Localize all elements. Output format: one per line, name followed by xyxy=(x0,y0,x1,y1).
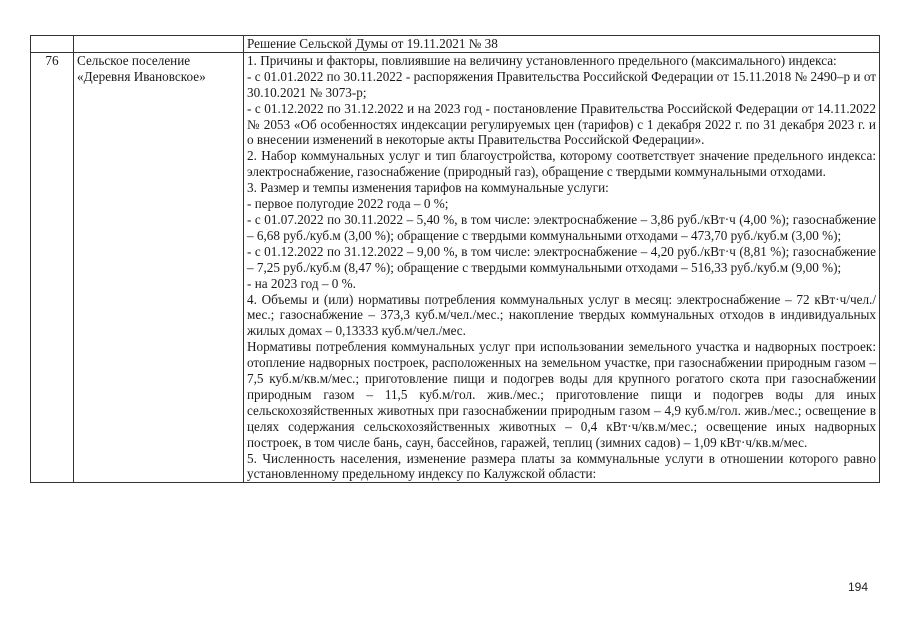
paragraph-tariffs-h1-2022: - первое полугодие 2022 года – 0 %; xyxy=(247,196,449,212)
header-empty-cell-name xyxy=(74,36,244,53)
entry-details-cell xyxy=(244,52,880,482)
paragraph-reasons-heading: 1. Причины и факторы, повлиявшие на величину установленного предельного (максимального) индекса: xyxy=(247,52,837,68)
decision-reference: Решение Сельской Думы от 19.11.2021 № 38 xyxy=(244,36,880,53)
document-table xyxy=(30,35,880,483)
paragraph-consumption-norms: Нормативы потребления коммунальных услуг при использовании земельного участка и надворных построек: отопление надворных построек, расположенных на земельном участке, при газоснабжении природным газом – 7,5 куб.м/кв.м/мес.; приготовление пищи и подогрев воды для крупного рогатого скота при газоснабжении природным газом – 11,5 куб.м/гол. жив./мес.; приготовление пищи и подогрев воды для иных сельскохозяйственных животных при газоснабжении природным газом – 4,9 куб.м/гол. жив./мес.; освещение в целях содержания сельскохозяйственных животных – 0,4 кВт·ч/кв.м/мес.; освещение иных надворных построек, в том числе бань, саун, бассейнов, гаражей, теплиц (зимних садов) – 1,09 кВт·ч/кв.м/мес. xyxy=(247,339,876,450)
paragraph-services-set: 2. Набор коммунальных услуг и тип благоустройства, которому соответствует значение предельного индекса: электроснабжение, газоснабжение (природный газ), обращение с твердыми коммунальными отходами. xyxy=(247,148,876,180)
table-header-row xyxy=(31,36,880,53)
settlement-name-line2: «Деревня Ивановское» xyxy=(77,68,206,84)
settlement-name-line1: Сельское поселение xyxy=(77,52,191,68)
paragraph-consumption-volumes: 4. Объемы и (или) нормативы потребления коммунальных услуг в месяц: электроснабжение – 72 кВт·ч/чел./мес.; газоснабжение – 373,3 куб.м/чел./мес.; накопление твердых коммунальных отходов в индивидуальных жилых домах – 0,13333 куб.м/чел./мес. xyxy=(247,291,876,339)
header-empty-cell-number xyxy=(31,36,74,53)
table-row xyxy=(31,52,880,482)
paragraph-reasons-period2: - с 01.12.2022 по 31.12.2022 и на 2023 год - постановление Правительства Российской Федерации от 14.11.2022 № 2053 «Об особенностях индексации регулируемых цен (тарифов) с 1 декабря 2022 г. по 31 декабря 2023 г. и о внесении изменений в некоторые акты Правительства Российской Федерации». xyxy=(247,100,876,148)
settlement-name-cell xyxy=(74,52,244,482)
paragraph-tariffs-heading: 3. Размер и темпы изменения тарифов на коммунальные услуги: xyxy=(247,180,609,196)
entry-number: 76 xyxy=(31,52,74,482)
paragraph-tariffs-jul-nov-2022: - с 01.07.2022 по 30.11.2022 – 5,40 %, в том числе: электроснабжение – 3,86 руб./кВт·ч (4,00 %); газоснабжение – 6,68 руб./куб.м (3,00 %); обращение с твердыми коммунальными отходами – 473,70 руб./куб.м (3,00 %); xyxy=(247,211,876,243)
paragraph-population: 5. Численность населения, изменение размера платы за коммунальные услуги в отношении которого равно установленному предельному индексу по Калужской области: xyxy=(247,450,876,482)
paragraph-tariffs-dec-2022: - с 01.12.2022 по 31.12.2022 – 9,00 %, в том числе: электроснабжение – 4,20 руб./кВт·ч (8,81 %); газоснабжение – 7,25 руб./куб.м (8,47 %); обращение с твердыми коммунальными отходами – 516,33 руб./куб.м (9,00 %); xyxy=(247,243,876,275)
paragraph-tariffs-2023: - на 2023 год – 0 %. xyxy=(247,275,356,291)
paragraph-reasons-period1: - с 01.01.2022 по 30.11.2022 - распоряжения Правительства Российской Федерации от 15.11.2018 № 2490–р и от 30.10.2021 № 3073-р; xyxy=(247,68,876,100)
page-number: 194 xyxy=(848,580,869,594)
